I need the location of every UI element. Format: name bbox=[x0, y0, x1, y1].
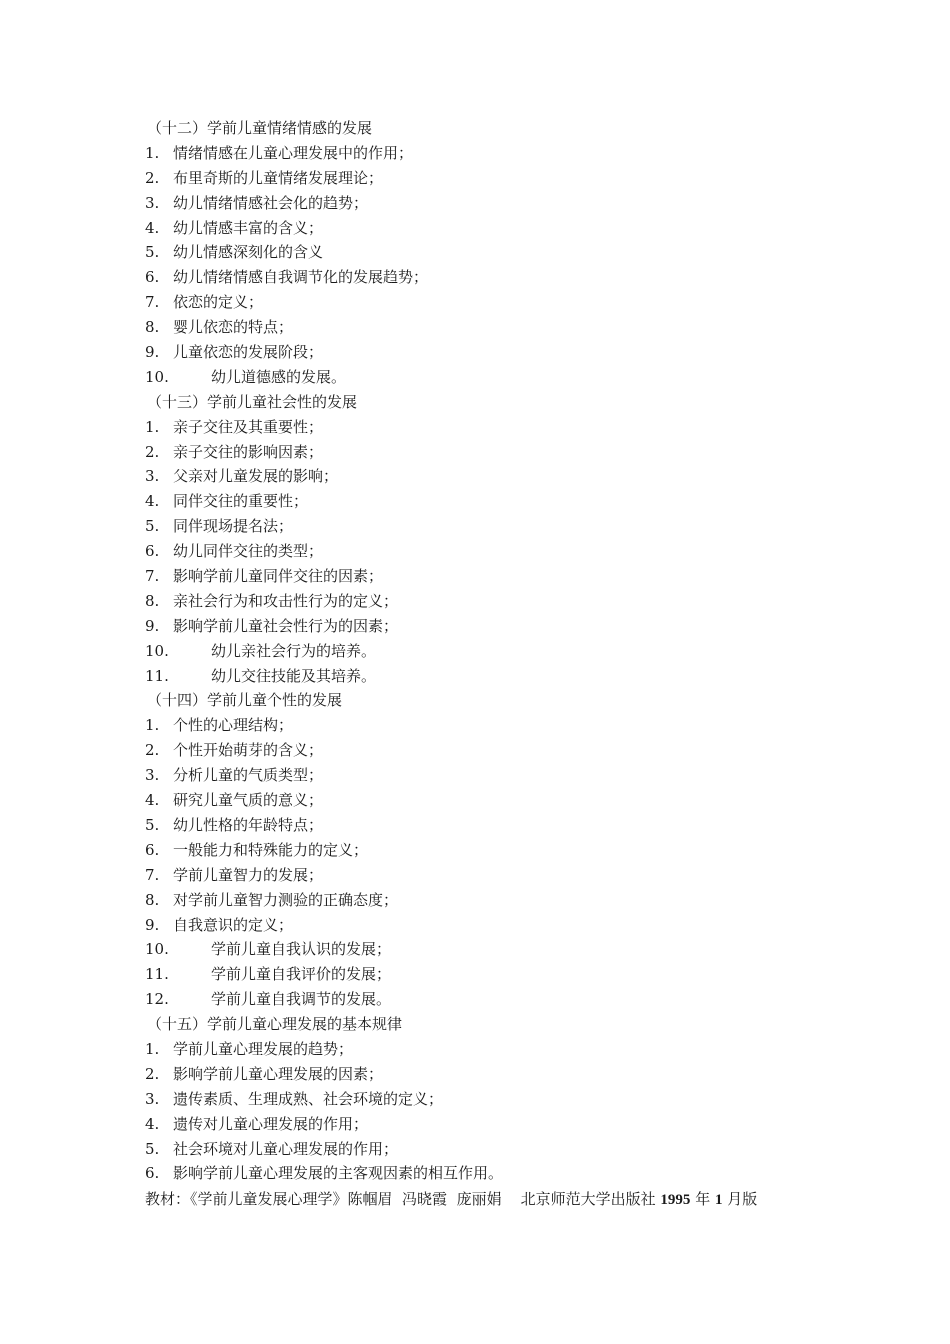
item-text: 婴儿依恋的特点； bbox=[173, 318, 294, 337]
item-number: 5. bbox=[145, 815, 160, 834]
item-text: 学前儿童智力的发展； bbox=[173, 865, 324, 884]
item-number: 2. bbox=[145, 442, 160, 461]
item-number: 2. bbox=[145, 168, 160, 187]
item-text: 布里奇斯的儿童情绪发展理论； bbox=[173, 168, 384, 187]
item-number: 9. bbox=[145, 343, 160, 362]
list-item bbox=[145, 639, 865, 664]
section-heading: （十三）学前儿童社会性的发展 bbox=[147, 392, 358, 411]
syllabus-content bbox=[145, 116, 865, 1212]
item-text: 影响学前儿童心理发展的因素； bbox=[173, 1064, 384, 1083]
footer-year-unit: 年 bbox=[690, 1190, 715, 1209]
item-text: 对学前儿童智力测验的正确态度； bbox=[173, 890, 399, 909]
item-number: 2. bbox=[145, 741, 160, 760]
item-text: 遗传素质、生理成熟、社会环境的定义； bbox=[173, 1089, 444, 1108]
list-item bbox=[145, 763, 865, 788]
item-number: 11. bbox=[145, 965, 169, 984]
list-item bbox=[145, 464, 865, 489]
list-item bbox=[145, 141, 865, 166]
item-number: 10. bbox=[145, 940, 169, 959]
item-text: 影响学前儿童同伴交往的因素； bbox=[173, 567, 384, 586]
item-number: 5. bbox=[145, 243, 160, 262]
item-number: 7. bbox=[145, 293, 160, 312]
footer-prefix: 教材：《学前儿童发展心理学》陈帼眉 冯晓霞 庞丽娟 北京师范大学出版社 bbox=[145, 1190, 661, 1209]
item-number: 10. bbox=[145, 367, 169, 386]
footer-suffix: 月版 bbox=[722, 1190, 758, 1209]
list-item bbox=[145, 937, 865, 962]
item-text: 影响学前儿童心理发展的主客观因素的相互作用。 bbox=[173, 1164, 504, 1183]
item-text: 研究儿童气质的意义； bbox=[173, 791, 324, 810]
item-text: 个性开始萌芽的含义； bbox=[173, 741, 324, 760]
list-item bbox=[145, 1087, 865, 1112]
list-item bbox=[145, 290, 865, 315]
list-item bbox=[145, 365, 865, 390]
item-number: 3. bbox=[145, 467, 160, 486]
list-item bbox=[145, 265, 865, 290]
item-number: 9. bbox=[145, 616, 160, 635]
item-text: 遗传对儿童心理发展的作用； bbox=[173, 1114, 369, 1133]
list-item bbox=[145, 191, 865, 216]
list-item bbox=[145, 863, 865, 888]
list-item bbox=[145, 539, 865, 564]
item-text: 同伴现场提名法； bbox=[173, 517, 294, 536]
item-number: 4. bbox=[145, 1114, 160, 1133]
item-number: 3. bbox=[145, 766, 160, 785]
list-item bbox=[145, 614, 865, 639]
item-text: 亲社会行为和攻击性行为的定义； bbox=[173, 591, 399, 610]
section-heading: （十二）学前儿童情绪情感的发展 bbox=[147, 119, 373, 137]
list-item bbox=[145, 987, 865, 1012]
item-number: 7. bbox=[145, 567, 160, 586]
item-number: 4. bbox=[145, 791, 160, 810]
item-number: 6. bbox=[145, 1164, 160, 1183]
item-number: 8. bbox=[145, 591, 160, 610]
list-item bbox=[145, 962, 865, 987]
item-number: 12. bbox=[145, 990, 169, 1009]
item-text: 学前儿童自我认识的发展； bbox=[211, 940, 392, 959]
item-number: 4. bbox=[145, 218, 160, 237]
item-text: 亲子交往及其重要性； bbox=[173, 417, 324, 436]
list-item bbox=[145, 888, 865, 913]
item-text: 分析儿童的气质类型； bbox=[173, 766, 324, 785]
item-text: 一般能力和特殊能力的定义； bbox=[173, 840, 369, 859]
item-number: 7. bbox=[145, 865, 160, 884]
item-number: 8. bbox=[145, 318, 160, 337]
list-item bbox=[145, 415, 865, 440]
item-number: 6. bbox=[145, 542, 160, 561]
item-text: 幼儿交往技能及其培养。 bbox=[211, 666, 377, 685]
item-number: 4. bbox=[145, 492, 160, 511]
item-number: 2. bbox=[145, 1064, 160, 1083]
list-item bbox=[145, 166, 865, 191]
item-number: 11. bbox=[145, 666, 169, 685]
item-text: 幼儿情绪情感自我调节化的发展趋势； bbox=[173, 268, 429, 287]
list-item bbox=[145, 1037, 865, 1062]
list-item bbox=[145, 913, 865, 938]
list-item bbox=[145, 664, 865, 689]
item-number: 1. bbox=[145, 716, 160, 735]
item-number: 1. bbox=[145, 1039, 160, 1058]
list-item bbox=[145, 340, 865, 365]
item-text: 幼儿情绪情感社会化的趋势； bbox=[173, 193, 369, 212]
item-text: 个性的心理结构； bbox=[173, 716, 294, 735]
item-text: 学前儿童自我评价的发展； bbox=[211, 965, 392, 984]
footer-year: 1995 bbox=[660, 1192, 691, 1209]
item-text: 幼儿性格的年龄特点； bbox=[173, 815, 324, 834]
item-number: 6. bbox=[145, 840, 160, 859]
item-text: 幼儿道德感的发展。 bbox=[211, 367, 347, 386]
item-text: 影响学前儿童社会性行为的因素； bbox=[173, 616, 399, 635]
footer-month: 1 bbox=[714, 1192, 723, 1209]
item-text: 依恋的定义； bbox=[173, 293, 264, 312]
item-number: 1. bbox=[145, 143, 160, 162]
item-text: 幼儿亲社会行为的培养。 bbox=[211, 641, 377, 660]
list-item bbox=[145, 514, 865, 539]
list-item bbox=[145, 713, 865, 738]
item-number: 1. bbox=[145, 417, 160, 436]
list-item bbox=[145, 564, 865, 589]
item-text: 幼儿同伴交往的类型； bbox=[173, 542, 324, 561]
item-text: 学前儿童自我调节的发展。 bbox=[211, 990, 392, 1009]
list-item bbox=[145, 788, 865, 813]
item-number: 8. bbox=[145, 890, 160, 909]
item-text: 社会环境对儿童心理发展的作用； bbox=[173, 1139, 399, 1158]
item-text: 亲子交往的影响因素； bbox=[173, 442, 324, 461]
item-text: 自我意识的定义； bbox=[173, 915, 294, 934]
list-item bbox=[145, 1062, 865, 1087]
list-item bbox=[145, 440, 865, 465]
item-text: 情绪情感在儿童心理发展中的作用； bbox=[173, 143, 414, 162]
item-text: 幼儿情感深刻化的含义 bbox=[173, 243, 324, 262]
list-item bbox=[145, 1112, 865, 1137]
item-text: 学前儿童心理发展的趋势； bbox=[173, 1039, 354, 1058]
list-item bbox=[145, 240, 865, 265]
item-number: 5. bbox=[145, 517, 160, 536]
list-item bbox=[145, 1137, 865, 1162]
item-text: 儿童依恋的发展阶段； bbox=[173, 343, 324, 362]
item-text: 父亲对儿童发展的影响； bbox=[173, 467, 339, 486]
textbook-reference bbox=[145, 1186, 865, 1212]
item-number: 5. bbox=[145, 1139, 160, 1158]
list-item bbox=[145, 813, 865, 838]
item-text: 幼儿情感丰富的含义； bbox=[173, 218, 324, 237]
item-number: 10. bbox=[145, 641, 169, 660]
item-number: 9. bbox=[145, 915, 160, 934]
item-number: 3. bbox=[145, 193, 160, 212]
list-item bbox=[145, 738, 865, 763]
list-item bbox=[145, 489, 865, 514]
list-item bbox=[145, 1161, 865, 1186]
list-item bbox=[145, 315, 865, 340]
item-number: 3. bbox=[145, 1089, 160, 1108]
list-item bbox=[145, 589, 865, 614]
item-number: 6. bbox=[145, 268, 160, 287]
section-heading: （十五）学前儿童心理发展的基本规律 bbox=[147, 1015, 403, 1034]
list-item bbox=[145, 838, 865, 863]
section-heading: （十四）学前儿童个性的发展 bbox=[147, 691, 343, 710]
item-text: 同伴交往的重要性； bbox=[173, 492, 309, 511]
list-item bbox=[145, 216, 865, 241]
